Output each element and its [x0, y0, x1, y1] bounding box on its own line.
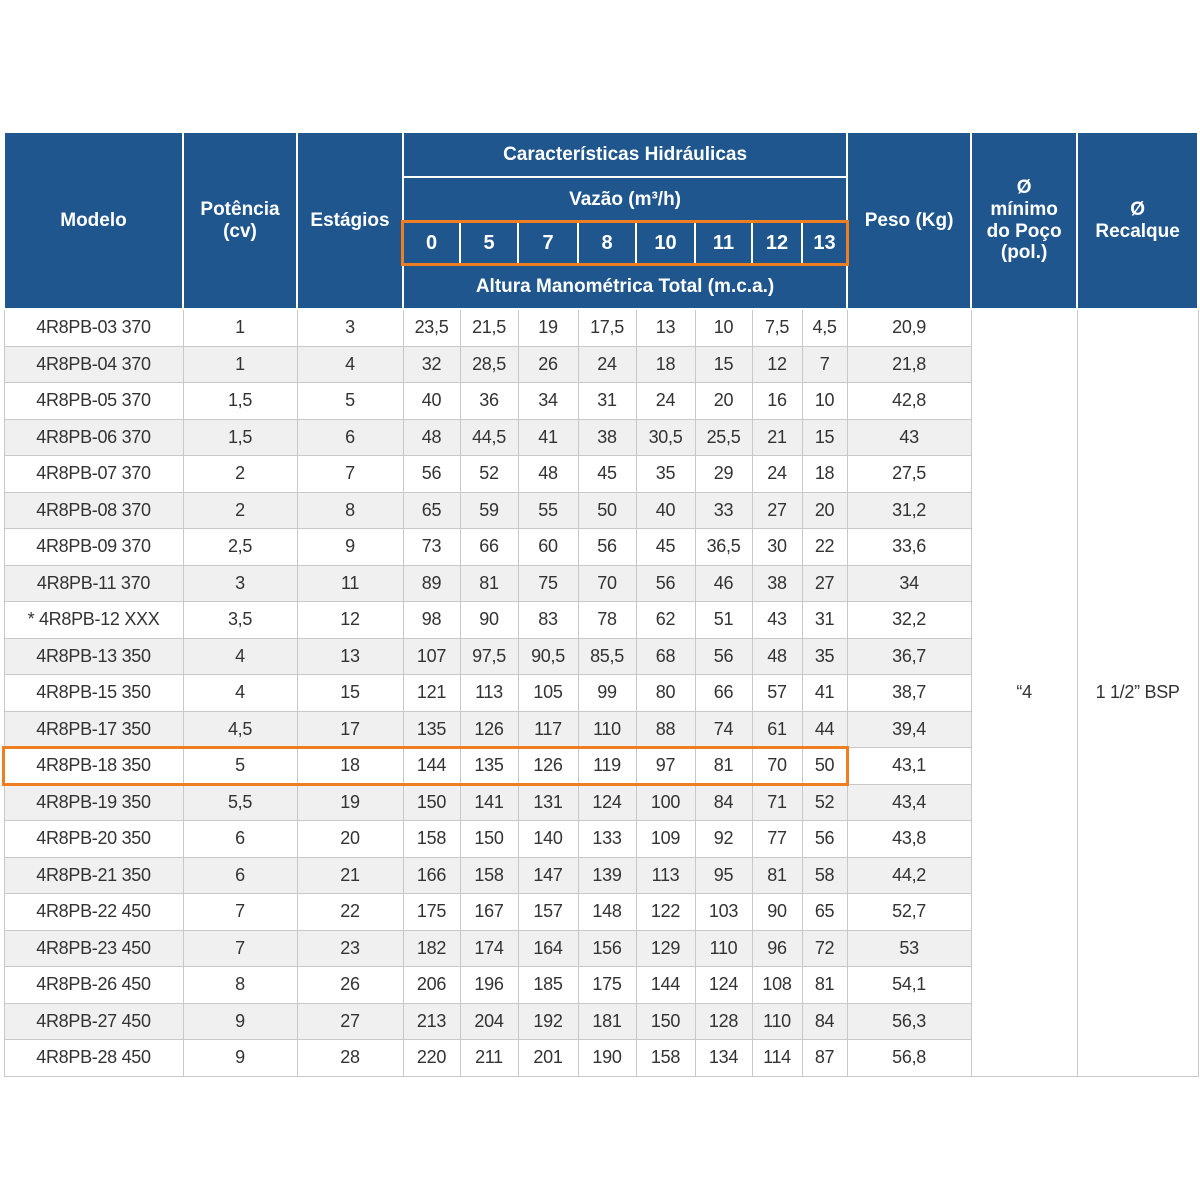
- weight-cell: 36,7: [847, 638, 971, 675]
- head-cell: 150: [460, 821, 518, 858]
- model-cell: 4R8PB-28 450: [4, 1040, 183, 1077]
- head-cell: 36: [460, 383, 518, 420]
- head-cell: 45: [636, 529, 695, 566]
- head-cell: 211: [460, 1040, 518, 1077]
- power-cell: 2: [183, 492, 297, 529]
- stages-cell: 19: [297, 784, 403, 821]
- head-cell: 190: [578, 1040, 636, 1077]
- head-cell: 56: [802, 821, 847, 858]
- weight-cell: 44,2: [847, 857, 971, 894]
- head-cell: 21: [752, 419, 802, 456]
- power-cell: 2,5: [183, 529, 297, 566]
- head-cell: 158: [460, 857, 518, 894]
- power-cell: 1,5: [183, 383, 297, 420]
- header-stages: Estágios: [297, 132, 403, 309]
- head-cell: 30: [752, 529, 802, 566]
- head-cell: 17,5: [578, 309, 636, 346]
- head-cell: 150: [403, 784, 460, 821]
- head-cell: 95: [695, 857, 752, 894]
- weight-cell: 43,4: [847, 784, 971, 821]
- flow-rate-header: 11: [695, 222, 752, 264]
- power-cell: 2: [183, 456, 297, 493]
- header-power-line1: Potência: [200, 198, 280, 220]
- weight-cell: 56,8: [847, 1040, 971, 1077]
- head-cell: 110: [752, 1003, 802, 1040]
- head-cell: 110: [695, 930, 752, 967]
- model-cell: 4R8PB-07 370: [4, 456, 183, 493]
- head-cell: 15: [695, 346, 752, 383]
- model-cell: 4R8PB-19 350: [4, 784, 183, 821]
- header-discharge-line1: Ø: [1130, 198, 1145, 220]
- head-cell: 44,5: [460, 419, 518, 456]
- model-cell: 4R8PB-09 370: [4, 529, 183, 566]
- head-cell: 75: [518, 565, 578, 602]
- head-cell: 61: [752, 711, 802, 748]
- stages-cell: 21: [297, 857, 403, 894]
- head-cell: 7,5: [752, 309, 802, 346]
- header-discharge-diameter: [1077, 132, 1198, 309]
- head-cell: 185: [518, 967, 578, 1004]
- head-cell: 18: [802, 456, 847, 493]
- head-cell: 148: [578, 894, 636, 931]
- weight-cell: 31,2: [847, 492, 971, 529]
- head-cell: 35: [636, 456, 695, 493]
- header-well-line2: mínimo: [990, 198, 1058, 220]
- head-cell: 41: [518, 419, 578, 456]
- head-cell: 135: [460, 748, 518, 785]
- stages-cell: 27: [297, 1003, 403, 1040]
- model-cell: 4R8PB-18 350: [4, 748, 183, 785]
- stages-cell: 11: [297, 565, 403, 602]
- head-cell: 126: [460, 711, 518, 748]
- table-row: [4, 309, 1198, 346]
- head-cell: 44: [802, 711, 847, 748]
- head-cell: 4,5: [802, 309, 847, 346]
- header-well-line1: Ø: [1016, 176, 1032, 198]
- power-cell: 6: [183, 857, 297, 894]
- head-cell: 27: [802, 565, 847, 602]
- power-cell: 3: [183, 565, 297, 602]
- head-cell: 45: [578, 456, 636, 493]
- head-cell: 35: [802, 638, 847, 675]
- head-cell: 201: [518, 1040, 578, 1077]
- head-cell: 13: [636, 309, 695, 346]
- head-cell: 70: [578, 565, 636, 602]
- model-cell: 4R8PB-15 350: [4, 675, 183, 712]
- power-cell: 9: [183, 1003, 297, 1040]
- header-well-line3: do Poço: [986, 220, 1062, 242]
- head-cell: 81: [802, 967, 847, 1004]
- head-cell: 85,5: [578, 638, 636, 675]
- head-cell: 81: [460, 565, 518, 602]
- head-cell: 46: [695, 565, 752, 602]
- header-discharge-line2: Recalque: [1095, 220, 1180, 242]
- head-cell: 72: [802, 930, 847, 967]
- head-cell: 174: [460, 930, 518, 967]
- head-cell: 65: [403, 492, 460, 529]
- model-cell: 4R8PB-04 370: [4, 346, 183, 383]
- stages-cell: 4: [297, 346, 403, 383]
- head-cell: 65: [802, 894, 847, 931]
- head-cell: 52: [802, 784, 847, 821]
- head-cell: 139: [578, 857, 636, 894]
- power-cell: 1,5: [183, 419, 297, 456]
- head-cell: 68: [636, 638, 695, 675]
- head-cell: 28,5: [460, 346, 518, 383]
- stages-cell: 13: [297, 638, 403, 675]
- head-cell: 48: [752, 638, 802, 675]
- stages-cell: 7: [297, 456, 403, 493]
- power-cell: 9: [183, 1040, 297, 1077]
- head-cell: 133: [578, 821, 636, 858]
- head-cell: 71: [752, 784, 802, 821]
- head-cell: 55: [518, 492, 578, 529]
- head-cell: 144: [636, 967, 695, 1004]
- head-cell: 103: [695, 894, 752, 931]
- head-cell: 182: [403, 930, 460, 967]
- weight-cell: 38,7: [847, 675, 971, 712]
- header-model: Modelo: [4, 132, 183, 309]
- weight-cell: 39,4: [847, 711, 971, 748]
- power-cell: 8: [183, 967, 297, 1004]
- head-cell: 22: [802, 529, 847, 566]
- model-cell: 4R8PB-23 450: [4, 930, 183, 967]
- head-cell: 89: [403, 565, 460, 602]
- head-cell: 144: [403, 748, 460, 785]
- head-cell: 90,5: [518, 638, 578, 675]
- head-cell: 164: [518, 930, 578, 967]
- head-cell: 128: [695, 1003, 752, 1040]
- table-body: [4, 309, 1198, 1076]
- head-cell: 56: [636, 565, 695, 602]
- power-cell: 3,5: [183, 602, 297, 639]
- head-cell: 74: [695, 711, 752, 748]
- model-cell: 4R8PB-21 350: [4, 857, 183, 894]
- head-cell: 10: [802, 383, 847, 420]
- head-cell: 7: [802, 346, 847, 383]
- head-cell: 81: [752, 857, 802, 894]
- head-cell: 23,5: [403, 309, 460, 346]
- head-cell: 51: [695, 602, 752, 639]
- flow-rate-header: 0: [403, 222, 460, 264]
- stages-cell: 6: [297, 419, 403, 456]
- weight-cell: 33,6: [847, 529, 971, 566]
- weight-cell: 43: [847, 419, 971, 456]
- head-cell: 36,5: [695, 529, 752, 566]
- head-cell: 56: [695, 638, 752, 675]
- head-cell: 167: [460, 894, 518, 931]
- head-cell: 15: [802, 419, 847, 456]
- head-cell: 66: [460, 529, 518, 566]
- head-cell: 147: [518, 857, 578, 894]
- head-cell: 84: [695, 784, 752, 821]
- head-cell: 77: [752, 821, 802, 858]
- model-cell: 4R8PB-22 450: [4, 894, 183, 931]
- header-weight: Peso (Kg): [847, 132, 971, 309]
- model-cell: 4R8PB-06 370: [4, 419, 183, 456]
- stages-cell: 12: [297, 602, 403, 639]
- weight-cell: 27,5: [847, 456, 971, 493]
- head-cell: 126: [518, 748, 578, 785]
- stages-cell: 8: [297, 492, 403, 529]
- head-cell: 20: [802, 492, 847, 529]
- head-cell: 90: [460, 602, 518, 639]
- weight-cell: 56,3: [847, 1003, 971, 1040]
- head-cell: 158: [636, 1040, 695, 1077]
- weight-cell: 53: [847, 930, 971, 967]
- head-cell: 135: [403, 711, 460, 748]
- weight-cell: 52,7: [847, 894, 971, 931]
- header-well-diameter: [971, 132, 1077, 309]
- head-cell: 87: [802, 1040, 847, 1077]
- head-cell: 66: [695, 675, 752, 712]
- head-cell: 124: [695, 967, 752, 1004]
- head-cell: 192: [518, 1003, 578, 1040]
- stages-cell: 26: [297, 967, 403, 1004]
- head-cell: 43: [752, 602, 802, 639]
- header-hydraulic: Características Hidráulicas: [403, 132, 847, 177]
- head-cell: 62: [636, 602, 695, 639]
- head-cell: 88: [636, 711, 695, 748]
- head-cell: 108: [752, 967, 802, 1004]
- weight-cell: 32,2: [847, 602, 971, 639]
- head-cell: 33: [695, 492, 752, 529]
- header-power-line2: (cv): [223, 220, 257, 242]
- head-cell: 26: [518, 346, 578, 383]
- head-cell: 220: [403, 1040, 460, 1077]
- model-cell: 4R8PB-26 450: [4, 967, 183, 1004]
- head-cell: 59: [460, 492, 518, 529]
- flow-rate-header: 12: [752, 222, 802, 264]
- head-cell: 38: [578, 419, 636, 456]
- head-cell: 24: [636, 383, 695, 420]
- head-cell: 121: [403, 675, 460, 712]
- weight-cell: 21,8: [847, 346, 971, 383]
- model-cell: 4R8PB-27 450: [4, 1003, 183, 1040]
- weight-cell: 43,8: [847, 821, 971, 858]
- head-cell: 31: [578, 383, 636, 420]
- head-cell: 119: [578, 748, 636, 785]
- model-cell: 4R8PB-08 370: [4, 492, 183, 529]
- head-cell: 83: [518, 602, 578, 639]
- head-cell: 27: [752, 492, 802, 529]
- weight-cell: 43,1: [847, 748, 971, 785]
- head-cell: 48: [518, 456, 578, 493]
- head-cell: 140: [518, 821, 578, 858]
- head-cell: 213: [403, 1003, 460, 1040]
- head-cell: 96: [752, 930, 802, 967]
- power-cell: 6: [183, 821, 297, 858]
- discharge-diameter-cell: 1 1/2” BSP: [1077, 309, 1198, 1076]
- head-cell: 175: [403, 894, 460, 931]
- head-cell: 157: [518, 894, 578, 931]
- head-cell: 129: [636, 930, 695, 967]
- head-cell: 73: [403, 529, 460, 566]
- head-cell: 16: [752, 383, 802, 420]
- head-cell: 196: [460, 967, 518, 1004]
- header-flow: Vazão (m³/h): [403, 177, 847, 222]
- stages-cell: 23: [297, 930, 403, 967]
- stages-cell: 22: [297, 894, 403, 931]
- head-cell: 92: [695, 821, 752, 858]
- head-cell: 84: [802, 1003, 847, 1040]
- head-cell: 99: [578, 675, 636, 712]
- power-cell: 5,5: [183, 784, 297, 821]
- weight-cell: 20,9: [847, 309, 971, 346]
- head-cell: 97: [636, 748, 695, 785]
- stages-cell: 28: [297, 1040, 403, 1077]
- head-cell: 50: [578, 492, 636, 529]
- head-cell: 21,5: [460, 309, 518, 346]
- head-cell: 70: [752, 748, 802, 785]
- weight-cell: 42,8: [847, 383, 971, 420]
- head-cell: 18: [636, 346, 695, 383]
- stages-cell: 3: [297, 309, 403, 346]
- model-cell: 4R8PB-03 370: [4, 309, 183, 346]
- model-cell: 4R8PB-17 350: [4, 711, 183, 748]
- head-cell: 166: [403, 857, 460, 894]
- model-cell: 4R8PB-13 350: [4, 638, 183, 675]
- power-cell: 4,5: [183, 711, 297, 748]
- model-cell: * 4R8PB-12 XXX: [4, 602, 183, 639]
- head-cell: 206: [403, 967, 460, 1004]
- head-cell: 117: [518, 711, 578, 748]
- head-cell: 109: [636, 821, 695, 858]
- head-cell: 32: [403, 346, 460, 383]
- table-header: [4, 132, 1198, 309]
- head-cell: 175: [578, 967, 636, 1004]
- flow-rate-header: 13: [802, 222, 847, 264]
- head-cell: 34: [518, 383, 578, 420]
- head-cell: 107: [403, 638, 460, 675]
- head-cell: 150: [636, 1003, 695, 1040]
- head-cell: 56: [578, 529, 636, 566]
- head-cell: 19: [518, 309, 578, 346]
- stages-cell: 18: [297, 748, 403, 785]
- head-cell: 141: [460, 784, 518, 821]
- head-cell: 124: [578, 784, 636, 821]
- well-diameter-cell: “4: [971, 309, 1077, 1076]
- head-cell: 57: [752, 675, 802, 712]
- model-cell: 4R8PB-20 350: [4, 821, 183, 858]
- power-cell: 4: [183, 638, 297, 675]
- power-cell: 5: [183, 748, 297, 785]
- head-cell: 30,5: [636, 419, 695, 456]
- stages-cell: 15: [297, 675, 403, 712]
- head-cell: 122: [636, 894, 695, 931]
- head-cell: 29: [695, 456, 752, 493]
- head-cell: 113: [636, 857, 695, 894]
- head-cell: 156: [578, 930, 636, 967]
- power-cell: 1: [183, 346, 297, 383]
- head-cell: 58: [802, 857, 847, 894]
- power-cell: 7: [183, 894, 297, 931]
- head-cell: 100: [636, 784, 695, 821]
- power-cell: 4: [183, 675, 297, 712]
- header-power: [183, 132, 297, 309]
- head-cell: 40: [403, 383, 460, 420]
- weight-cell: 54,1: [847, 967, 971, 1004]
- stages-cell: 20: [297, 821, 403, 858]
- head-cell: 41: [802, 675, 847, 712]
- head-cell: 81: [695, 748, 752, 785]
- pump-spec-table: [3, 131, 1199, 1077]
- model-cell: 4R8PB-11 370: [4, 565, 183, 602]
- power-cell: 1: [183, 309, 297, 346]
- model-cell: 4R8PB-05 370: [4, 383, 183, 420]
- stages-cell: 17: [297, 711, 403, 748]
- head-cell: 78: [578, 602, 636, 639]
- head-cell: 113: [460, 675, 518, 712]
- head-cell: 110: [578, 711, 636, 748]
- head-cell: 48: [403, 419, 460, 456]
- head-cell: 60: [518, 529, 578, 566]
- head-cell: 31: [802, 602, 847, 639]
- stages-cell: 9: [297, 529, 403, 566]
- stages-cell: 5: [297, 383, 403, 420]
- head-cell: 131: [518, 784, 578, 821]
- head-cell: 52: [460, 456, 518, 493]
- head-cell: 56: [403, 456, 460, 493]
- head-cell: 38: [752, 565, 802, 602]
- head-cell: 40: [636, 492, 695, 529]
- head-cell: 134: [695, 1040, 752, 1077]
- head-cell: 97,5: [460, 638, 518, 675]
- header-total-head: Altura Manométrica Total (m.c.a.): [403, 264, 847, 309]
- head-cell: 181: [578, 1003, 636, 1040]
- flow-rate-header: 7: [518, 222, 578, 264]
- head-cell: 204: [460, 1003, 518, 1040]
- head-cell: 12: [752, 346, 802, 383]
- head-cell: 50: [802, 748, 847, 785]
- head-cell: 98: [403, 602, 460, 639]
- head-cell: 10: [695, 309, 752, 346]
- head-cell: 20: [695, 383, 752, 420]
- head-cell: 105: [518, 675, 578, 712]
- power-cell: 7: [183, 930, 297, 967]
- head-cell: 24: [578, 346, 636, 383]
- head-cell: 114: [752, 1040, 802, 1077]
- head-cell: 25,5: [695, 419, 752, 456]
- head-cell: 80: [636, 675, 695, 712]
- head-cell: 158: [403, 821, 460, 858]
- flow-rate-header: 8: [578, 222, 636, 264]
- head-cell: 24: [752, 456, 802, 493]
- flow-rate-header: 5: [460, 222, 518, 264]
- head-cell: 90: [752, 894, 802, 931]
- header-well-line4: (pol.): [1000, 242, 1048, 264]
- flow-rate-header: 10: [636, 222, 695, 264]
- weight-cell: 34: [847, 565, 971, 602]
